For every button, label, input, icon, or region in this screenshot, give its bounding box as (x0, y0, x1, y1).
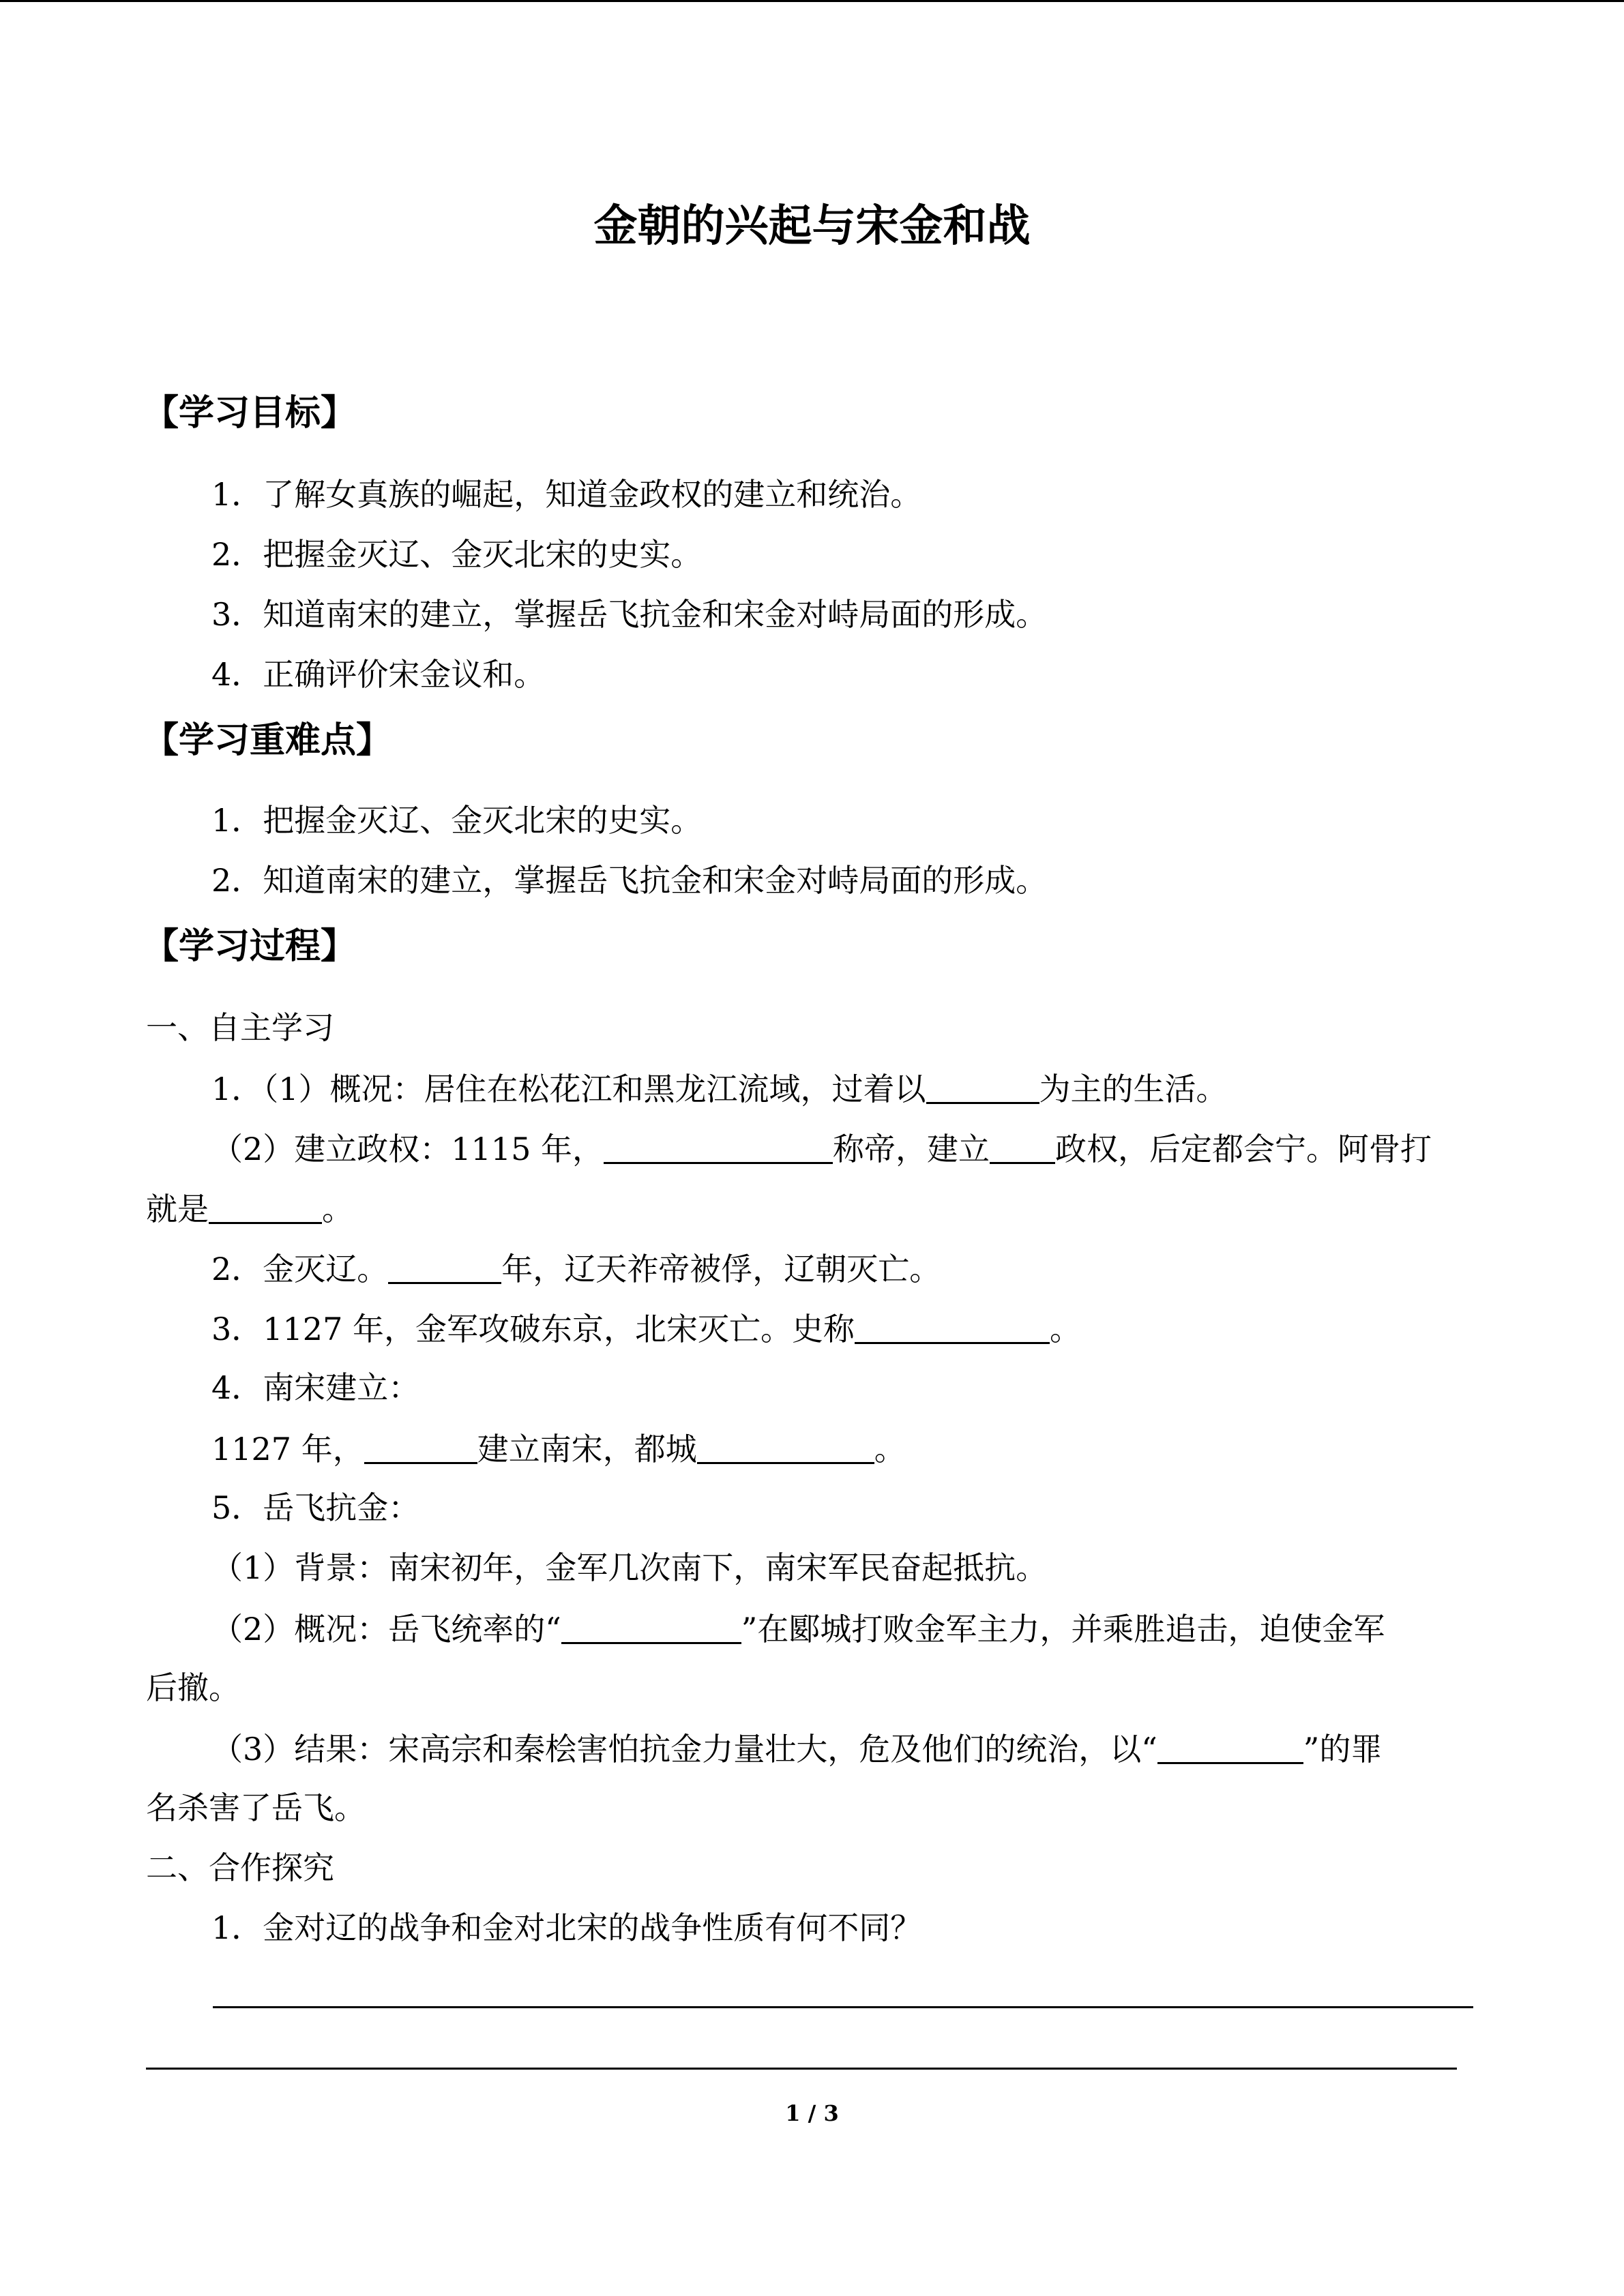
question-4 (211, 1432, 906, 1465)
part2-question-1: 1．金对辽的战争和金对北宋的战争性质有何不同？ (211, 1909, 922, 1946)
answer-blank[interactable] (561, 1612, 741, 1644)
answer-blank[interactable] (697, 1432, 874, 1464)
answer-line[interactable] (213, 2006, 1473, 2008)
question-5-2 (211, 1611, 1385, 1648)
question-1b-text: （2）建立政权：1115 年， (211, 1131, 604, 1167)
question-5-1: （1）背景：南宋初年，金军几次南下，南宋军民奋起抵抗。 (211, 1549, 1048, 1586)
question-5-2-text: （2）概况：岳飞统率的“ (211, 1611, 561, 1648)
objectives-heading: 【学习目标】 (143, 392, 357, 434)
answer-blank[interactable] (388, 1252, 501, 1284)
answer-blank[interactable] (990, 1132, 1055, 1164)
question-1b-continued (146, 1192, 353, 1225)
process-heading: 【学习过程】 (143, 925, 357, 967)
answer-blank[interactable] (364, 1432, 477, 1464)
question-5-2-text-end: ”在郾城打败金军主力，并乘胜追击，迫使金军 (741, 1611, 1385, 1648)
question-3 (211, 1312, 1081, 1345)
question-5-title: 5．岳飞抗金： (211, 1489, 420, 1526)
keypoints-heading: 【学习重难点】 (143, 719, 392, 761)
question-4-text-end: 。 (874, 1431, 906, 1467)
question-5-3-text-end: ”的罪 (1303, 1731, 1383, 1768)
objective-item-1: 1．了解女真族的崛起，知道金政权的建立和统治。 (211, 476, 922, 513)
answer-blank[interactable] (855, 1312, 1050, 1344)
question-5-2-continued: 后撤。 (146, 1669, 240, 1706)
question-5-3 (211, 1731, 1383, 1768)
question-3-text-end: 。 (1049, 1311, 1081, 1347)
keypoint-item-2: 2．知道南宋的建立，掌握岳飞抗金和宋金对峙局面的形成。 (211, 862, 1048, 899)
keypoint-item-1: 1．把握金灭辽、金灭北宋的史实。 (211, 802, 703, 839)
question-1b (211, 1132, 1432, 1165)
part1-title: 一、自主学习 (146, 1009, 334, 1046)
question-4-text-mid: 建立南宋，都城 (477, 1431, 697, 1467)
page-number: 1 / 3 (785, 2100, 839, 2126)
question-2-text: 2．金灭辽。 (211, 1251, 389, 1287)
question-1b-cont-text: 就是 (146, 1191, 209, 1227)
question-1b-text-end: 政权，后定都会宁。阿骨打 (1054, 1131, 1432, 1167)
answer-blank[interactable] (1157, 1732, 1303, 1764)
question-1a (211, 1072, 1228, 1105)
objective-item-2: 2．把握金灭辽、金灭北宋的史实。 (211, 536, 703, 573)
answer-blank[interactable] (604, 1132, 833, 1164)
question-4-title: 4．南宋建立： (211, 1369, 420, 1406)
question-5-3-text: （3）结果：宋高宗和秦桧害怕抗金力量壮大，危及他们的统治，以“ (211, 1731, 1157, 1768)
question-1b-cont-end: 。 (322, 1191, 353, 1227)
question-1a-text-end: 为主的生活。 (1039, 1071, 1228, 1107)
footer-divider (146, 2068, 1457, 2070)
question-5-3-continued: 名杀害了岳飞。 (146, 1789, 366, 1826)
page-title: 金朝的兴起与宋金和战 (593, 200, 1031, 252)
question-2 (211, 1252, 941, 1285)
part2-title: 二、合作探究 (146, 1849, 334, 1886)
question-3-text: 3．1127 年，金军攻破东京，北宋灭亡。史称 (211, 1311, 855, 1347)
top-border (0, 0, 1624, 2)
question-4-text: 1127 年， (211, 1431, 364, 1467)
answer-blank[interactable] (926, 1072, 1039, 1104)
question-1b-text-mid: 称帝，建立 (832, 1131, 990, 1167)
question-1a-text: 1．（1）概况：居住在松花江和黑龙江流域，过着以 (211, 1071, 926, 1107)
question-2-text-end: 年，辽天祚帝被俘，辽朝灭亡。 (501, 1251, 941, 1287)
objective-item-3: 3．知道南宋的建立，掌握岳飞抗金和宋金对峙局面的形成。 (211, 596, 1048, 633)
answer-blank[interactable] (209, 1192, 322, 1224)
objective-item-4: 4．正确评价宋金议和。 (211, 656, 546, 693)
